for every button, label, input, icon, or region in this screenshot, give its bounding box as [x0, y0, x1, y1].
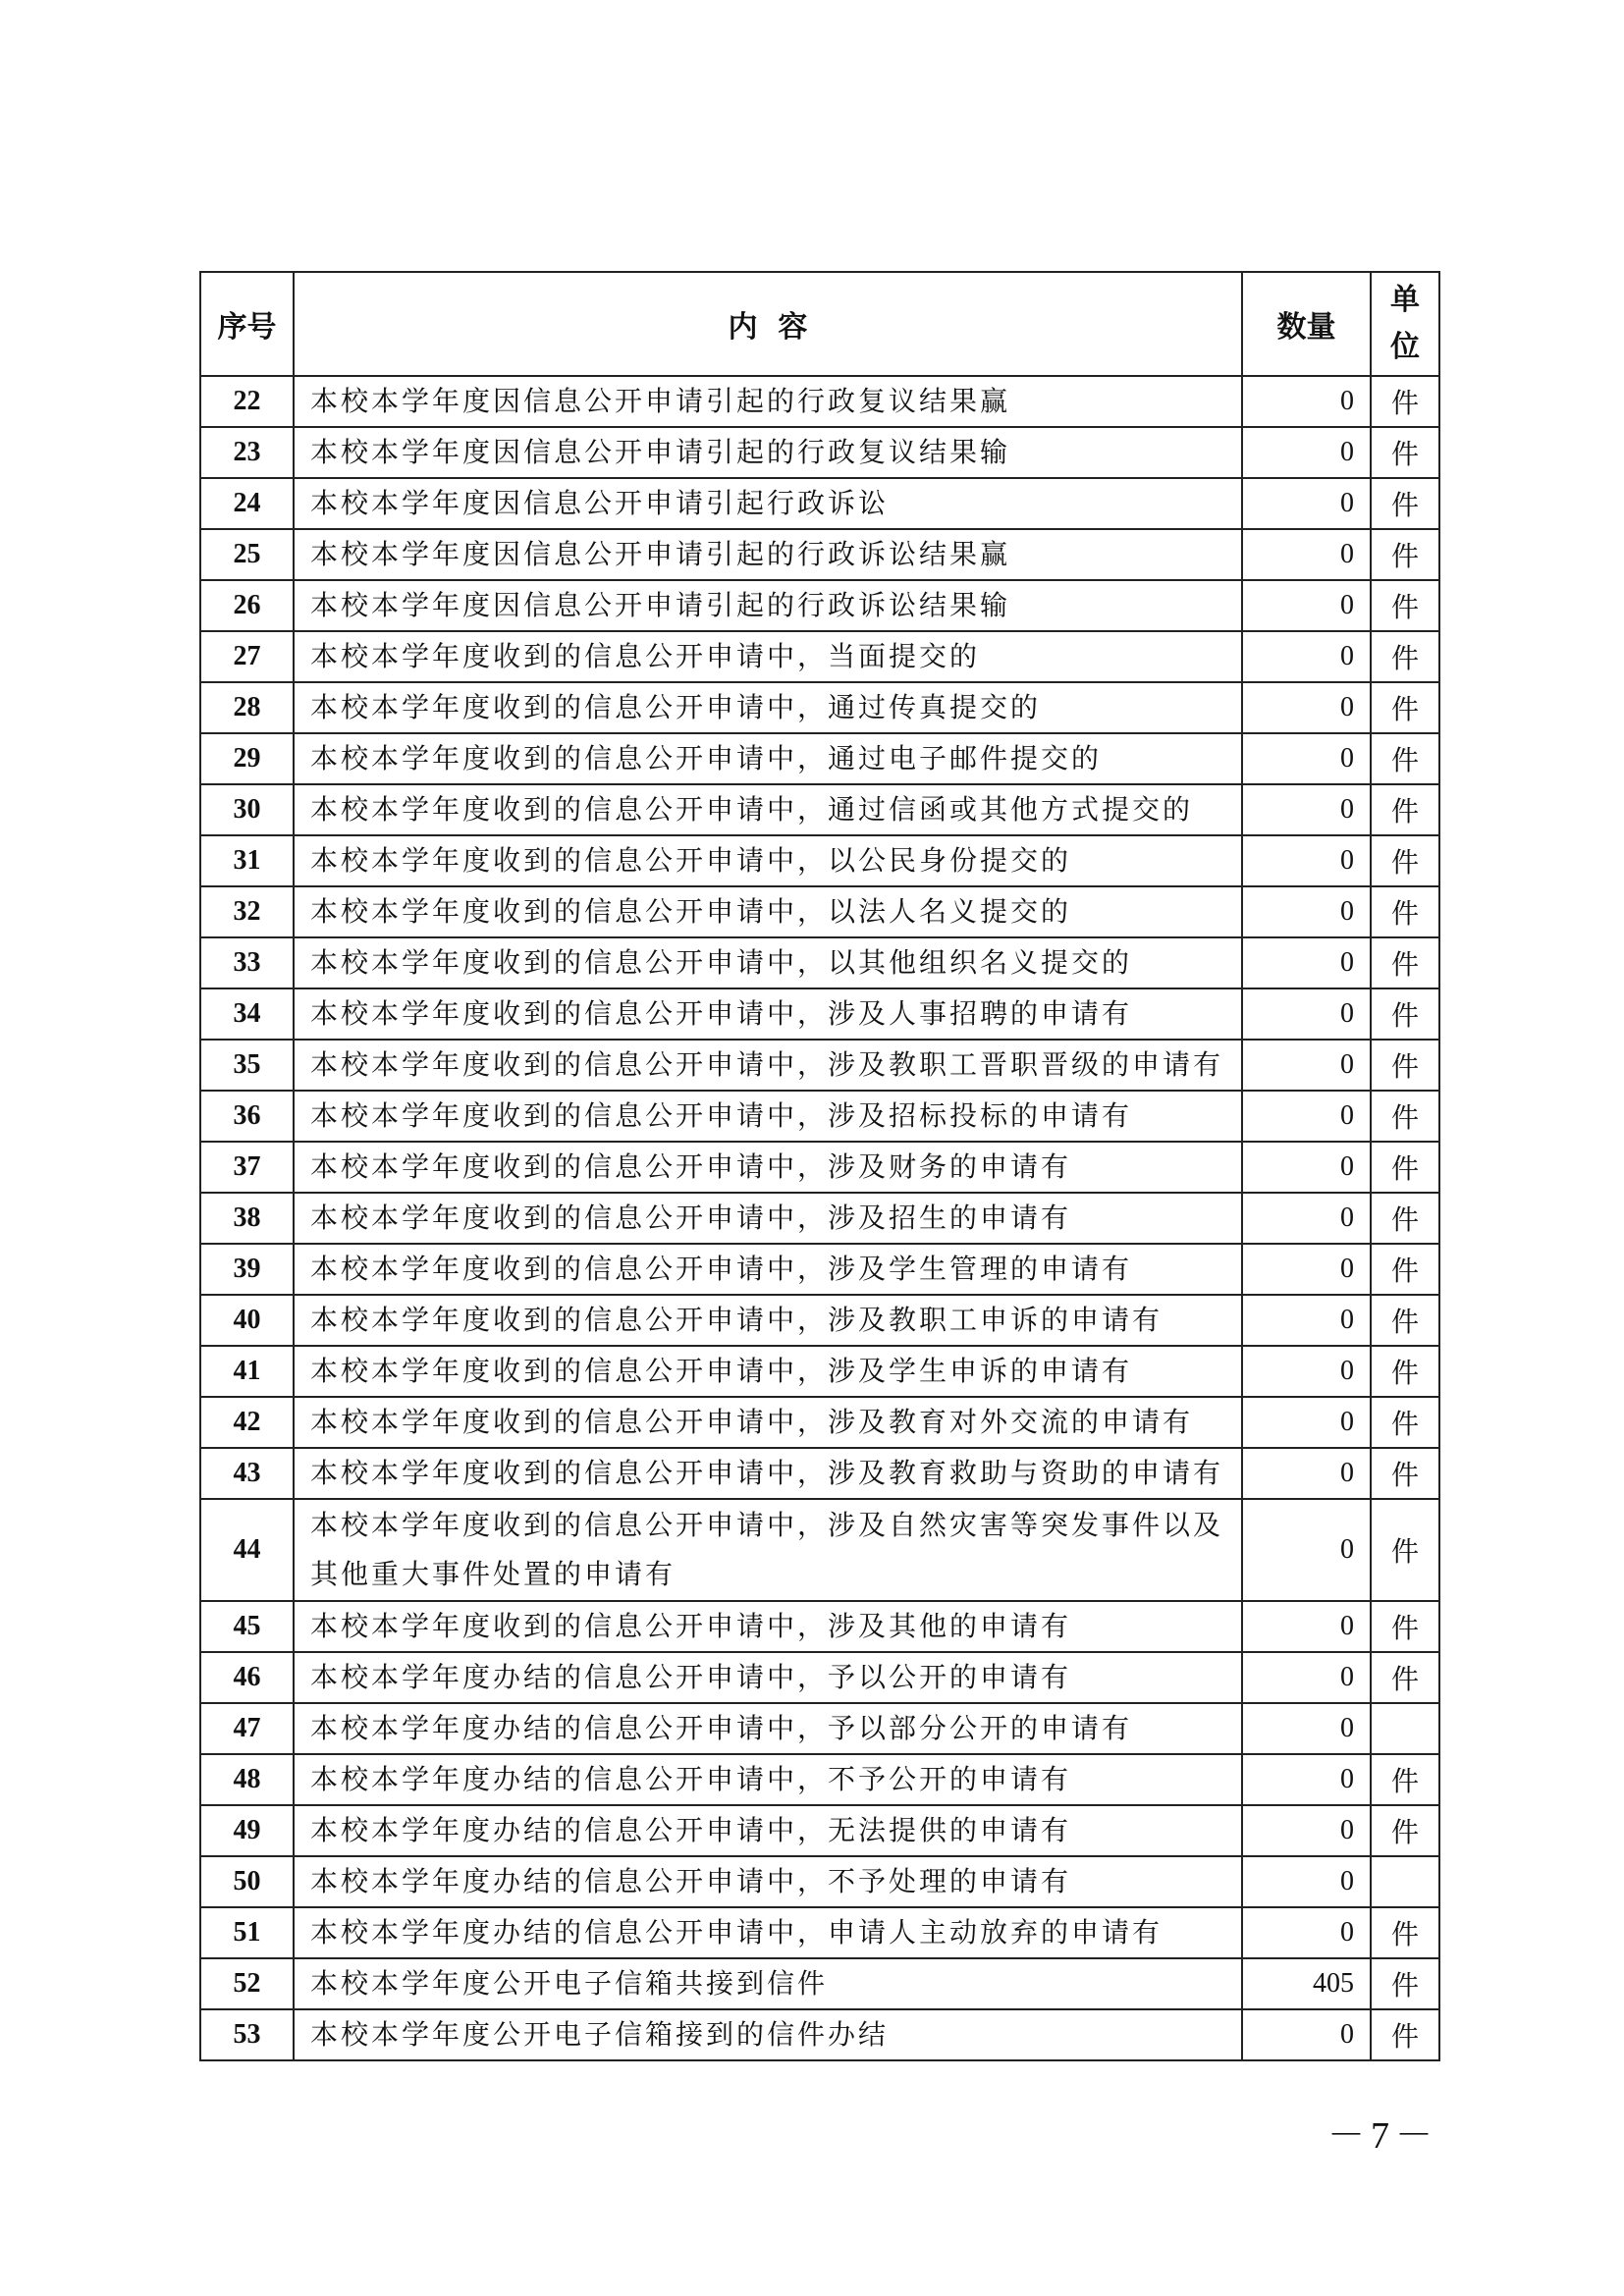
row-unit: 件 [1371, 529, 1439, 580]
row-qty: 0 [1242, 1397, 1371, 1448]
row-content: 本校本学年度收到的信息公开申请中，涉及人事招聘的申请有 [294, 988, 1242, 1040]
row-qty: 0 [1242, 2009, 1371, 2060]
row-seq: 36 [200, 1091, 294, 1142]
row-unit: 件 [1371, 1907, 1439, 1958]
row-unit: 件 [1371, 1193, 1439, 1244]
row-qty: 0 [1242, 988, 1371, 1040]
table-row [200, 682, 1439, 733]
table-row [200, 1142, 1439, 1193]
row-content: 本校本学年度办结的信息公开申请中，不予处理的申请有 [294, 1856, 1242, 1907]
row-seq: 34 [200, 988, 294, 1040]
row-content: 本校本学年度收到的信息公开申请中，涉及教职工晋职晋级的申请有 [294, 1040, 1242, 1091]
row-content: 本校本学年度办结的信息公开申请中，无法提供的申请有 [294, 1805, 1242, 1856]
table-row [200, 1448, 1439, 1499]
table-row [200, 733, 1439, 784]
row-content: 本校本学年度办结的信息公开申请中，不予公开的申请有 [294, 1754, 1242, 1805]
row-qty: 0 [1242, 886, 1371, 937]
row-unit: 件 [1371, 835, 1439, 886]
table-row [200, 1601, 1439, 1652]
row-unit [1371, 1856, 1439, 1907]
table-header-row [200, 272, 1439, 376]
row-seq: 35 [200, 1040, 294, 1091]
row-qty: 0 [1242, 1040, 1371, 1091]
row-content: 本校本学年度收到的信息公开申请中，以其他组织名义提交的 [294, 937, 1242, 988]
table-row [200, 1703, 1439, 1754]
row-qty: 0 [1242, 631, 1371, 682]
row-content: 本校本学年度收到的信息公开申请中，当面提交的 [294, 631, 1242, 682]
table-row [200, 1040, 1439, 1091]
row-unit: 件 [1371, 1652, 1439, 1703]
row-content: 本校本学年度收到的信息公开申请中，通过电子邮件提交的 [294, 733, 1242, 784]
table-row [200, 988, 1439, 1040]
row-seq: 28 [200, 682, 294, 733]
row-seq: 33 [200, 937, 294, 988]
row-seq: 32 [200, 886, 294, 937]
row-qty: 0 [1242, 682, 1371, 733]
row-content: 本校本学年度因信息公开申请引起的行政诉讼结果赢 [294, 529, 1242, 580]
row-unit: 件 [1371, 2009, 1439, 2060]
row-qty: 0 [1242, 1601, 1371, 1652]
table-row [200, 886, 1439, 937]
row-seq: 29 [200, 733, 294, 784]
header-unit-top: 单 [1390, 283, 1420, 317]
row-seq: 46 [200, 1652, 294, 1703]
row-qty: 0 [1242, 1652, 1371, 1703]
row-unit: 件 [1371, 937, 1439, 988]
row-seq: 24 [200, 478, 294, 529]
row-qty: 0 [1242, 529, 1371, 580]
header-unit-bottom: 位 [1390, 330, 1420, 364]
row-content: 本校本学年度公开电子信箱共接到信件 [294, 1958, 1242, 2009]
row-seq: 41 [200, 1346, 294, 1397]
table-row [200, 1754, 1439, 1805]
row-seq: 44 [200, 1499, 294, 1601]
row-unit: 件 [1371, 1040, 1439, 1091]
row-unit: 件 [1371, 631, 1439, 682]
row-qty: 0 [1242, 1856, 1371, 1907]
row-qty: 0 [1242, 1295, 1371, 1346]
row-unit: 件 [1371, 1499, 1439, 1601]
row-qty: 0 [1242, 580, 1371, 631]
row-unit: 件 [1371, 1397, 1439, 1448]
row-unit: 件 [1371, 1142, 1439, 1193]
table-row [200, 1856, 1439, 1907]
table-row [200, 2009, 1439, 2060]
row-seq: 49 [200, 1805, 294, 1856]
header-content [294, 272, 1242, 376]
row-seq: 37 [200, 1142, 294, 1193]
row-unit: 件 [1371, 580, 1439, 631]
row-content: 本校本学年度收到的信息公开申请中，涉及自然灾害等突发事件以及其他重大事件处置的申请有 [294, 1499, 1242, 1601]
row-content: 本校本学年度收到的信息公开申请中，涉及招生的申请有 [294, 1193, 1242, 1244]
row-qty: 0 [1242, 1193, 1371, 1244]
row-seq: 48 [200, 1754, 294, 1805]
row-qty: 0 [1242, 1091, 1371, 1142]
row-unit: 件 [1371, 1601, 1439, 1652]
row-content: 本校本学年度办结的信息公开申请中，予以部分公开的申请有 [294, 1703, 1242, 1754]
row-seq: 51 [200, 1907, 294, 1958]
table-row [200, 937, 1439, 988]
row-unit: 件 [1371, 784, 1439, 835]
row-content: 本校本学年度收到的信息公开申请中，涉及教职工申诉的申请有 [294, 1295, 1242, 1346]
row-unit: 件 [1371, 427, 1439, 478]
header-seq: 序号 [200, 272, 294, 376]
row-qty: 0 [1242, 1907, 1371, 1958]
row-unit: 件 [1371, 988, 1439, 1040]
row-unit: 件 [1371, 1295, 1439, 1346]
row-unit: 件 [1371, 733, 1439, 784]
row-content: 本校本学年度收到的信息公开申请中，涉及教育救助与资助的申请有 [294, 1448, 1242, 1499]
row-qty: 405 [1242, 1958, 1371, 2009]
header-qty: 数量 [1242, 272, 1371, 376]
row-qty: 0 [1242, 1244, 1371, 1295]
row-seq: 38 [200, 1193, 294, 1244]
table-row [200, 1805, 1439, 1856]
row-seq: 26 [200, 580, 294, 631]
statistics-table [199, 271, 1440, 2061]
row-content: 本校本学年度收到的信息公开申请中，以公民身份提交的 [294, 835, 1242, 886]
row-content: 本校本学年度因信息公开申请引起的行政复议结果赢 [294, 376, 1242, 427]
row-qty: 0 [1242, 1346, 1371, 1397]
table-row [200, 1499, 1439, 1601]
row-qty: 0 [1242, 733, 1371, 784]
table-row [200, 784, 1439, 835]
row-content: 本校本学年度收到的信息公开申请中，涉及学生申诉的申请有 [294, 1346, 1242, 1397]
row-unit: 件 [1371, 1805, 1439, 1856]
table-row [200, 580, 1439, 631]
row-qty: 0 [1242, 835, 1371, 886]
table-row [200, 1091, 1439, 1142]
row-content: 本校本学年度公开电子信箱接到的信件办结 [294, 2009, 1242, 2060]
row-qty: 0 [1242, 1448, 1371, 1499]
row-seq: 45 [200, 1601, 294, 1652]
row-content: 本校本学年度因信息公开申请引起的行政诉讼结果输 [294, 580, 1242, 631]
row-unit: 件 [1371, 1346, 1439, 1397]
row-content: 本校本学年度收到的信息公开申请中，通过信函或其他方式提交的 [294, 784, 1242, 835]
table-row [200, 1652, 1439, 1703]
table-row [200, 529, 1439, 580]
row-unit: 件 [1371, 682, 1439, 733]
row-content: 本校本学年度办结的信息公开申请中，予以公开的申请有 [294, 1652, 1242, 1703]
page-number: －7－ [1327, 2115, 1439, 2157]
row-unit: 件 [1371, 1958, 1439, 2009]
row-content: 本校本学年度收到的信息公开申请中，以法人名义提交的 [294, 886, 1242, 937]
row-content: 本校本学年度因信息公开申请引起的行政复议结果输 [294, 427, 1242, 478]
row-qty: 0 [1242, 1703, 1371, 1754]
row-content: 本校本学年度收到的信息公开申请中，涉及财务的申请有 [294, 1142, 1242, 1193]
table-row [200, 1346, 1439, 1397]
table-row [200, 427, 1439, 478]
table-row [200, 478, 1439, 529]
table-row [200, 376, 1439, 427]
table-row [200, 1295, 1439, 1346]
row-content: 本校本学年度收到的信息公开申请中，涉及招标投标的申请有 [294, 1091, 1242, 1142]
row-unit: 件 [1371, 1448, 1439, 1499]
row-content: 本校本学年度收到的信息公开申请中，涉及学生管理的申请有 [294, 1244, 1242, 1295]
row-qty: 0 [1242, 1142, 1371, 1193]
row-seq: 52 [200, 1958, 294, 2009]
table-row [200, 631, 1439, 682]
row-seq: 31 [200, 835, 294, 886]
row-qty: 0 [1242, 376, 1371, 427]
row-qty: 0 [1242, 1754, 1371, 1805]
row-seq: 43 [200, 1448, 294, 1499]
row-unit: 件 [1371, 376, 1439, 427]
row-qty: 0 [1242, 478, 1371, 529]
row-qty: 0 [1242, 427, 1371, 478]
table-row [200, 835, 1439, 886]
row-unit: 件 [1371, 1091, 1439, 1142]
row-seq: 42 [200, 1397, 294, 1448]
table-row [200, 1397, 1439, 1448]
header-content-label: 内 容 [728, 310, 808, 345]
row-seq: 50 [200, 1856, 294, 1907]
row-seq: 23 [200, 427, 294, 478]
table-row [200, 1244, 1439, 1295]
row-seq: 47 [200, 1703, 294, 1754]
row-seq: 22 [200, 376, 294, 427]
table-row [200, 1193, 1439, 1244]
row-content: 本校本学年度收到的信息公开申请中，涉及其他的申请有 [294, 1601, 1242, 1652]
table-body [200, 376, 1439, 2060]
row-seq: 40 [200, 1295, 294, 1346]
row-content: 本校本学年度办结的信息公开申请中，申请人主动放弃的申请有 [294, 1907, 1242, 1958]
row-qty: 0 [1242, 1499, 1371, 1601]
row-seq: 27 [200, 631, 294, 682]
row-seq: 53 [200, 2009, 294, 2060]
row-qty: 0 [1242, 1805, 1371, 1856]
row-seq: 39 [200, 1244, 294, 1295]
row-unit: 件 [1371, 886, 1439, 937]
row-content: 本校本学年度收到的信息公开申请中，涉及教育对外交流的申请有 [294, 1397, 1242, 1448]
header-unit [1371, 272, 1439, 376]
row-content: 本校本学年度因信息公开申请引起行政诉讼 [294, 478, 1242, 529]
row-content: 本校本学年度收到的信息公开申请中，通过传真提交的 [294, 682, 1242, 733]
row-seq: 30 [200, 784, 294, 835]
row-unit: 件 [1371, 1244, 1439, 1295]
row-qty: 0 [1242, 937, 1371, 988]
row-unit: 件 [1371, 478, 1439, 529]
table-row [200, 1907, 1439, 1958]
table-row [200, 1958, 1439, 2009]
row-seq: 25 [200, 529, 294, 580]
row-unit: 件 [1371, 1754, 1439, 1805]
row-unit [1371, 1703, 1439, 1754]
row-qty: 0 [1242, 784, 1371, 835]
